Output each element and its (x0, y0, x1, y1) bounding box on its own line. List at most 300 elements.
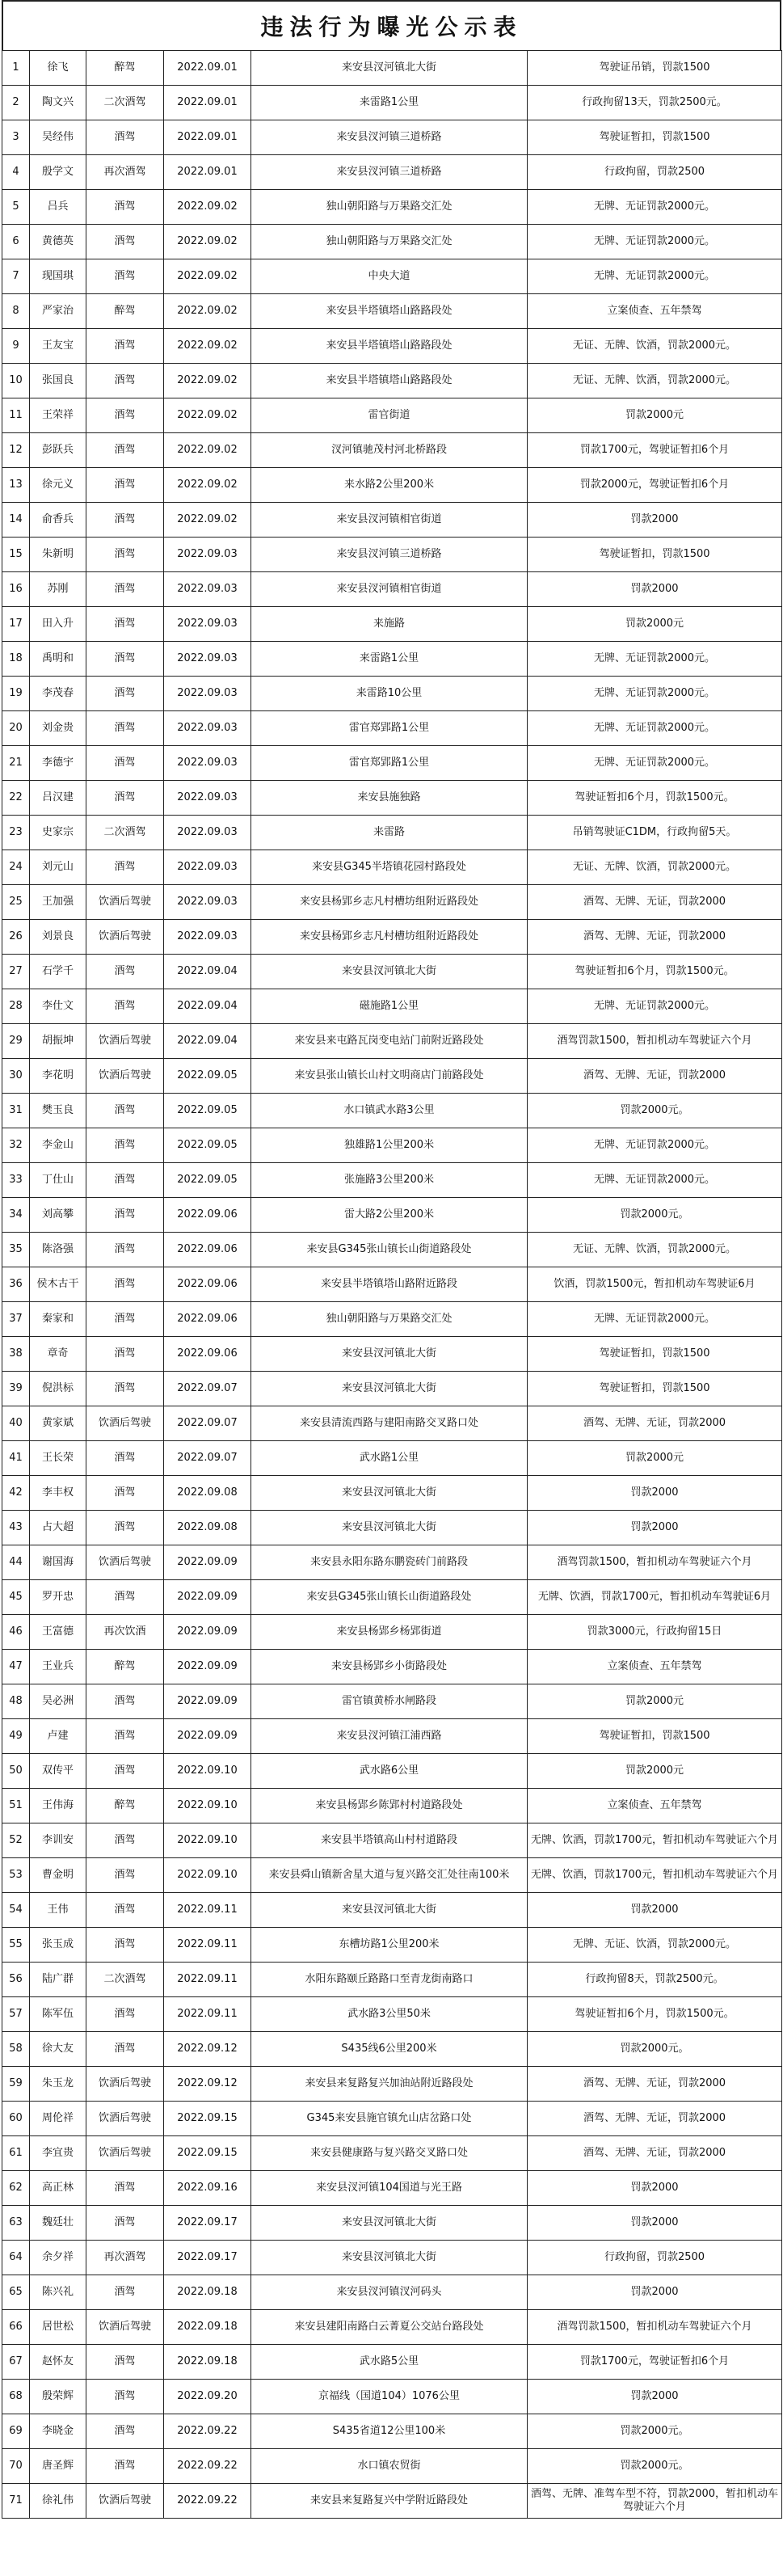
date-cell: 2022.09.02 (164, 294, 251, 329)
row-number-cell: 57 (2, 1997, 30, 2032)
name-cell: 谢国海 (30, 1545, 86, 1580)
name-cell: 吴经伟 (30, 120, 86, 155)
date-cell: 2022.09.09 (164, 1719, 251, 1754)
row-number-cell: 45 (2, 1580, 30, 1615)
violation-type-cell: 酒驾 (86, 642, 164, 677)
penalty-cell: 驾驶证暂扣6个月，罚款1500元。 (528, 781, 782, 816)
violation-type-cell: 饮酒后驾驶 (86, 920, 164, 955)
row-number-cell: 62 (2, 2171, 30, 2206)
date-cell: 2022.09.10 (164, 1823, 251, 1858)
violation-type-cell: 酒驾 (86, 1858, 164, 1893)
penalty-cell: 酒驾罚款1500，暂扣机动车驾驶证六个月 (528, 1545, 782, 1580)
location-cell: 张施路3公里200米 (251, 1163, 528, 1198)
table-row (2, 955, 782, 989)
penalty-cell: 酒驾、无牌、无证，罚款2000 (528, 920, 782, 955)
violation-type-cell: 饮酒后驾驶 (86, 1059, 164, 1094)
table-row (2, 2414, 782, 2449)
date-cell: 2022.09.02 (164, 364, 251, 398)
date-cell: 2022.09.11 (164, 1997, 251, 2032)
table-row (2, 1684, 782, 1719)
name-cell: 王伟海 (30, 1789, 86, 1823)
violation-type-cell: 酒驾 (86, 2380, 164, 2414)
penalty-cell: 罚款2000 (528, 572, 782, 607)
penalty-cell: 立案侦查、五年禁驾 (528, 294, 782, 329)
table-row (2, 1754, 782, 1789)
violation-type-cell: 饮酒后驾驶 (86, 885, 164, 920)
name-cell: 王加强 (30, 885, 86, 920)
violation-type-cell: 酒驾 (86, 190, 164, 225)
violation-type-cell: 酒驾 (86, 1163, 164, 1198)
name-cell: 徐飞 (30, 51, 86, 86)
date-cell: 2022.09.06 (164, 1337, 251, 1372)
location-cell: 来安县建阳南路白云菁夏公交站台路段处 (251, 2310, 528, 2345)
date-cell: 2022.09.03 (164, 816, 251, 850)
row-number-cell: 5 (2, 190, 30, 225)
violation-type-cell: 酒驾 (86, 503, 164, 538)
penalty-cell: 罚款2000元 (528, 398, 782, 433)
location-cell: 雷官郑郢路1公里 (251, 746, 528, 781)
date-cell: 2022.09.03 (164, 711, 251, 746)
table-row (2, 2032, 782, 2067)
table-row (2, 120, 782, 155)
table-row (2, 816, 782, 850)
penalty-cell: 行政拘留8天，罚款2500元。 (528, 1963, 782, 1997)
penalty-cell: 驾驶证暂扣6个月，罚款1500元。 (528, 1997, 782, 2032)
table-row (2, 1997, 782, 2032)
violation-type-cell: 饮酒后驾驶 (86, 2136, 164, 2171)
date-cell: 2022.09.03 (164, 850, 251, 885)
date-cell: 2022.09.06 (164, 1233, 251, 1267)
table-row (2, 1128, 782, 1163)
name-cell: 李晓金 (30, 2414, 86, 2449)
row-number-cell: 30 (2, 1059, 30, 1094)
name-cell: 李茂春 (30, 677, 86, 711)
location-cell: 京福线（国道104）1076公里 (251, 2380, 528, 2414)
penalty-cell: 无牌、无证罚款2000元。 (528, 989, 782, 1024)
location-cell: 来安县半塔镇塔山路路段处 (251, 329, 528, 364)
table-row (2, 1650, 782, 1684)
table-row (2, 1267, 782, 1302)
location-cell: 来安县汊河镇汊河码头 (251, 2275, 528, 2310)
violation-type-cell: 再次酒驾 (86, 155, 164, 190)
row-number-cell: 12 (2, 433, 30, 468)
table-row (2, 538, 782, 572)
date-cell: 2022.09.03 (164, 607, 251, 642)
date-cell: 2022.09.22 (164, 2449, 251, 2484)
table-row (2, 155, 782, 190)
row-number-cell: 40 (2, 1406, 30, 1441)
location-cell: 来安县汊河镇北大街 (251, 1476, 528, 1511)
violation-type-cell: 饮酒后驾驶 (86, 2102, 164, 2136)
violation-type-cell: 酒驾 (86, 259, 164, 294)
penalty-cell: 驾驶证暂扣，罚款1500 (528, 1337, 782, 1372)
name-cell: 陈兴礼 (30, 2275, 86, 2310)
row-number-cell: 41 (2, 1441, 30, 1476)
penalty-cell: 立案侦查、五年禁驾 (528, 1650, 782, 1684)
name-cell: 彭跃兵 (30, 433, 86, 468)
name-cell: 刘景良 (30, 920, 86, 955)
date-cell: 2022.09.08 (164, 1476, 251, 1511)
table-row (2, 1372, 782, 1406)
location-cell: 来安县G345半塔镇花园村路段处 (251, 850, 528, 885)
penalty-cell: 行政拘留13天，罚款2500元。 (528, 86, 782, 120)
row-number-cell: 32 (2, 1128, 30, 1163)
location-cell: 来安县健康路与复兴路交叉路口处 (251, 2136, 528, 2171)
violation-type-cell: 酒驾 (86, 225, 164, 259)
date-cell: 2022.09.10 (164, 1858, 251, 1893)
penalty-cell: 酒驾罚款1500，暂扣机动车驾驶证六个月 (528, 2310, 782, 2345)
name-cell: 秦家和 (30, 1302, 86, 1337)
penalty-cell: 罚款2000元 (528, 607, 782, 642)
date-cell: 2022.09.22 (164, 2414, 251, 2449)
location-cell: 来安县汊河镇北大街 (251, 1337, 528, 1372)
row-number-cell: 10 (2, 364, 30, 398)
name-cell: 余夕祥 (30, 2241, 86, 2275)
violation-type-cell: 酒驾 (86, 2032, 164, 2067)
row-number-cell: 11 (2, 398, 30, 433)
penalty-cell: 无牌、无证罚款2000元。 (528, 711, 782, 746)
name-cell: 占大超 (30, 1511, 86, 1545)
penalty-cell: 酒驾、无牌、无证，罚款2000 (528, 885, 782, 920)
penalty-cell: 酒驾、无牌、准驾车型不符，罚款2000，暂扣机动车驾驶证六个月 (528, 2484, 782, 2519)
violations-table (2, 50, 782, 2519)
row-number-cell: 24 (2, 850, 30, 885)
location-cell: 来安县汊河镇北大街 (251, 955, 528, 989)
location-cell: S435省道12公里100米 (251, 2414, 528, 2449)
table-row (2, 1198, 782, 1233)
row-number-cell: 13 (2, 468, 30, 503)
location-cell: 来雷路10公里 (251, 677, 528, 711)
table-row (2, 2275, 782, 2310)
row-number-cell: 56 (2, 1963, 30, 1997)
violation-type-cell: 饮酒后驾驶 (86, 1406, 164, 1441)
table-row (2, 677, 782, 711)
table-row (2, 885, 782, 920)
row-number-cell: 4 (2, 155, 30, 190)
row-number-cell: 33 (2, 1163, 30, 1198)
name-cell: 李丰权 (30, 1476, 86, 1511)
location-cell: 来水路2公里200米 (251, 468, 528, 503)
table-row (2, 1580, 782, 1615)
row-number-cell: 48 (2, 1684, 30, 1719)
penalty-cell: 无牌、无证罚款2000元。 (528, 1128, 782, 1163)
penalty-cell: 酒驾、无牌、无证，罚款2000 (528, 1406, 782, 1441)
violation-type-cell: 酒驾 (86, 1928, 164, 1963)
row-number-cell: 22 (2, 781, 30, 816)
location-cell: 磁施路1公里 (251, 989, 528, 1024)
name-cell: 刘高攀 (30, 1198, 86, 1233)
date-cell: 2022.09.06 (164, 1267, 251, 1302)
name-cell: 徐大友 (30, 2032, 86, 2067)
violation-type-cell: 酒驾 (86, 329, 164, 364)
table-row (2, 2484, 782, 2519)
name-cell: 高正林 (30, 2171, 86, 2206)
penalty-cell: 无牌、无证罚款2000元。 (528, 225, 782, 259)
table-row (2, 1302, 782, 1337)
row-number-cell: 42 (2, 1476, 30, 1511)
location-cell: 来安县汊河镇三道桥路 (251, 155, 528, 190)
row-number-cell: 34 (2, 1198, 30, 1233)
name-cell: 王长荣 (30, 1441, 86, 1476)
location-cell: 来安县半塔镇塔山路路段处 (251, 294, 528, 329)
table-row (2, 781, 782, 816)
table-row (2, 746, 782, 781)
location-cell: 来安县舜山镇新舍星大道与复兴路交汇处往南100米 (251, 1858, 528, 1893)
name-cell: 罗开忠 (30, 1580, 86, 1615)
date-cell: 2022.09.05 (164, 1128, 251, 1163)
name-cell: 李训安 (30, 1823, 86, 1858)
penalty-cell: 罚款2000 (528, 1893, 782, 1928)
penalty-cell: 酒驾、无牌、无证，罚款2000 (528, 1059, 782, 1094)
name-cell: 殷学文 (30, 155, 86, 190)
date-cell: 2022.09.09 (164, 1615, 251, 1650)
table-row (2, 2136, 782, 2171)
penalty-cell: 罚款2000 (528, 2275, 782, 2310)
location-cell: 来安县汊河镇相官街道 (251, 503, 528, 538)
penalty-cell: 驾驶证吊销，罚款1500 (528, 51, 782, 86)
violation-type-cell: 酒驾 (86, 1337, 164, 1372)
row-number-cell: 3 (2, 120, 30, 155)
name-cell: 石学千 (30, 955, 86, 989)
penalty-cell: 罚款2000 (528, 503, 782, 538)
name-cell: 苏刚 (30, 572, 86, 607)
date-cell: 2022.09.11 (164, 1928, 251, 1963)
table-row (2, 2102, 782, 2136)
location-cell: 雷官街道 (251, 398, 528, 433)
violation-type-cell: 饮酒后驾驶 (86, 2067, 164, 2102)
name-cell: 史家宗 (30, 816, 86, 850)
location-cell: 来雷路 (251, 816, 528, 850)
violation-type-cell: 酒驾 (86, 1267, 164, 1302)
penalty-cell: 罚款2000 (528, 2171, 782, 2206)
location-cell: 来雷路1公里 (251, 86, 528, 120)
violation-type-cell: 再次酒驾 (86, 2241, 164, 2275)
row-number-cell: 69 (2, 2414, 30, 2449)
violation-type-cell: 饮酒后驾驶 (86, 1024, 164, 1059)
penalty-cell: 罚款2000元。 (528, 1198, 782, 1233)
violation-type-cell: 酒驾 (86, 2449, 164, 2484)
date-cell: 2022.09.12 (164, 2032, 251, 2067)
violation-type-cell: 饮酒后驾驶 (86, 1545, 164, 1580)
table-row (2, 1719, 782, 1754)
location-cell: 来安县汊河镇北大街 (251, 1372, 528, 1406)
name-cell: 胡振坤 (30, 1024, 86, 1059)
date-cell: 2022.09.22 (164, 2484, 251, 2519)
row-number-cell: 43 (2, 1511, 30, 1545)
row-number-cell: 26 (2, 920, 30, 955)
violation-type-cell: 酒驾 (86, 1302, 164, 1337)
date-cell: 2022.09.09 (164, 1684, 251, 1719)
location-cell: 来安县半塔镇塔山路附近路段 (251, 1267, 528, 1302)
violation-type-cell: 酒驾 (86, 538, 164, 572)
violation-type-cell: 二次酒驾 (86, 1963, 164, 1997)
location-cell: 来安县汊河镇三道桥路 (251, 120, 528, 155)
table-row (2, 1893, 782, 1928)
name-cell: 张玉成 (30, 1928, 86, 1963)
location-cell: 来安县汊河镇江浦西路 (251, 1719, 528, 1754)
penalty-cell: 罚款2000 (528, 2206, 782, 2241)
location-cell: 来安县永阳东路东鹏瓷砖门前路段 (251, 1545, 528, 1580)
location-cell: 来安县杨郢乡志凡村槽坊组附近路段处 (251, 885, 528, 920)
penalty-cell: 驾驶证暂扣，罚款1500 (528, 538, 782, 572)
table-row (2, 850, 782, 885)
date-cell: 2022.09.03 (164, 885, 251, 920)
penalty-cell: 驾驶证暂扣，罚款1500 (528, 1719, 782, 1754)
table-row (2, 1059, 782, 1094)
location-cell: 来安县张山镇长山村文明商店门前路段处 (251, 1059, 528, 1094)
penalty-cell: 罚款2000 (528, 1511, 782, 1545)
name-cell: 李金山 (30, 1128, 86, 1163)
table-row (2, 572, 782, 607)
date-cell: 2022.09.03 (164, 538, 251, 572)
table-row (2, 2380, 782, 2414)
date-cell: 2022.09.08 (164, 1511, 251, 1545)
row-number-cell: 37 (2, 1302, 30, 1337)
table-row (2, 294, 782, 329)
violation-type-cell: 饮酒后驾驶 (86, 2484, 164, 2519)
table-row (2, 1233, 782, 1267)
table-row (2, 1406, 782, 1441)
table-row (2, 1024, 782, 1059)
table-row (2, 190, 782, 225)
violation-type-cell: 醉驾 (86, 1650, 164, 1684)
row-number-cell: 68 (2, 2380, 30, 2414)
penalty-cell: 酒驾、无牌、无证，罚款2000 (528, 2067, 782, 2102)
date-cell: 2022.09.01 (164, 120, 251, 155)
date-cell: 2022.09.09 (164, 1580, 251, 1615)
table-row (2, 468, 782, 503)
location-cell: 来安县杨郢乡小街路段处 (251, 1650, 528, 1684)
row-number-cell: 16 (2, 572, 30, 607)
name-cell: 李德宇 (30, 746, 86, 781)
name-cell: 魏廷壮 (30, 2206, 86, 2241)
table-row (2, 1858, 782, 1893)
violation-type-cell: 醉驾 (86, 1789, 164, 1823)
date-cell: 2022.09.02 (164, 433, 251, 468)
row-number-cell: 54 (2, 1893, 30, 1928)
row-number-cell: 55 (2, 1928, 30, 1963)
name-cell: 赵怀友 (30, 2345, 86, 2380)
date-cell: 2022.09.05 (164, 1059, 251, 1094)
location-cell: 来安县杨郢乡陈郢村村道路段处 (251, 1789, 528, 1823)
name-cell: 黄家斌 (30, 1406, 86, 1441)
date-cell: 2022.09.05 (164, 1163, 251, 1198)
location-cell: 来雷路1公里 (251, 642, 528, 677)
name-cell: 朱玉龙 (30, 2067, 86, 2102)
violation-type-cell: 酒驾 (86, 850, 164, 885)
violation-type-cell: 酒驾 (86, 989, 164, 1024)
date-cell: 2022.09.18 (164, 2275, 251, 2310)
name-cell: 曹金明 (30, 1858, 86, 1893)
row-number-cell: 21 (2, 746, 30, 781)
location-cell: 来安县来屯路瓦岗变电站门前附近路段处 (251, 1024, 528, 1059)
row-number-cell: 17 (2, 607, 30, 642)
table-row (2, 1615, 782, 1650)
row-number-cell: 58 (2, 2032, 30, 2067)
violation-type-cell: 酒驾 (86, 1441, 164, 1476)
violation-type-cell: 酒驾 (86, 1511, 164, 1545)
row-number-cell: 64 (2, 2241, 30, 2275)
date-cell: 2022.09.09 (164, 1545, 251, 1580)
violation-type-cell: 酒驾 (86, 1372, 164, 1406)
row-number-cell: 59 (2, 2067, 30, 2102)
date-cell: 2022.09.01 (164, 155, 251, 190)
location-cell: 来施路 (251, 607, 528, 642)
row-number-cell: 67 (2, 2345, 30, 2380)
row-number-cell: 1 (2, 51, 30, 86)
table-row (2, 2345, 782, 2380)
name-cell: 王富德 (30, 1615, 86, 1650)
violation-type-cell: 酒驾 (86, 2275, 164, 2310)
row-number-cell: 60 (2, 2102, 30, 2136)
location-cell: 来安县施独路 (251, 781, 528, 816)
location-cell: 雷官镇黄桥水闸路段 (251, 1684, 528, 1719)
penalty-cell: 酒驾罚款1500，暂扣机动车驾驶证六个月 (528, 1024, 782, 1059)
name-cell: 陈军伍 (30, 1997, 86, 2032)
date-cell: 2022.09.07 (164, 1406, 251, 1441)
row-number-cell: 53 (2, 1858, 30, 1893)
penalty-cell: 罚款1700元，驾驶证暂扣6个月 (528, 433, 782, 468)
penalty-cell: 饮酒，罚款1500元，暂扣机动车驾驶证6月 (528, 1267, 782, 1302)
location-cell: 独山朝阳路与万果路交汇处 (251, 190, 528, 225)
name-cell: 王友宝 (30, 329, 86, 364)
date-cell: 2022.09.04 (164, 1024, 251, 1059)
name-cell: 徐元义 (30, 468, 86, 503)
name-cell: 严家治 (30, 294, 86, 329)
penalty-cell: 罚款2000元 (528, 1684, 782, 1719)
violation-type-cell: 醉驾 (86, 294, 164, 329)
penalty-cell: 罚款2000 (528, 1476, 782, 1511)
penalty-cell: 行政拘留，罚款2500 (528, 2241, 782, 2275)
penalty-cell: 无牌、无证罚款2000元。 (528, 677, 782, 711)
location-cell: 来安县清流西路与建阳南路交叉路口处 (251, 1406, 528, 1441)
name-cell: 吕汉建 (30, 781, 86, 816)
date-cell: 2022.09.07 (164, 1441, 251, 1476)
row-number-cell: 23 (2, 816, 30, 850)
row-number-cell: 46 (2, 1615, 30, 1650)
violation-type-cell: 饮酒后驾驶 (86, 2310, 164, 2345)
name-cell: 双传平 (30, 1754, 86, 1789)
location-cell: 武水路5公里 (251, 2345, 528, 2380)
row-number-cell: 15 (2, 538, 30, 572)
date-cell: 2022.09.03 (164, 677, 251, 711)
table-row (2, 398, 782, 433)
penalty-cell: 无牌、无证罚款2000元。 (528, 642, 782, 677)
table-row (2, 1963, 782, 1997)
date-cell: 2022.09.06 (164, 1302, 251, 1337)
row-number-cell: 63 (2, 2206, 30, 2241)
date-cell: 2022.09.03 (164, 572, 251, 607)
penalty-cell: 行政拘留，罚款2500 (528, 155, 782, 190)
location-cell: 来安县G345张山镇长山街道路段处 (251, 1233, 528, 1267)
table-row (2, 1511, 782, 1545)
violation-type-cell: 酒驾 (86, 2171, 164, 2206)
violation-type-cell: 酒驾 (86, 711, 164, 746)
name-cell: 陶文兴 (30, 86, 86, 120)
penalty-cell: 无牌、饮酒，罚款1700元，暂扣机动车驾驶证六个月 (528, 1858, 782, 1893)
name-cell: 刘金贵 (30, 711, 86, 746)
location-cell: 来安县汊河镇北大街 (251, 1511, 528, 1545)
table-row (2, 920, 782, 955)
violation-type-cell: 酒驾 (86, 955, 164, 989)
location-cell: 水口镇农贸街 (251, 2449, 528, 2484)
table-row (2, 364, 782, 398)
name-cell: 侯木古干 (30, 1267, 86, 1302)
violation-type-cell: 酒驾 (86, 1476, 164, 1511)
date-cell: 2022.09.03 (164, 781, 251, 816)
date-cell: 2022.09.18 (164, 2345, 251, 2380)
location-cell: 来安县汊河镇三道桥路 (251, 538, 528, 572)
